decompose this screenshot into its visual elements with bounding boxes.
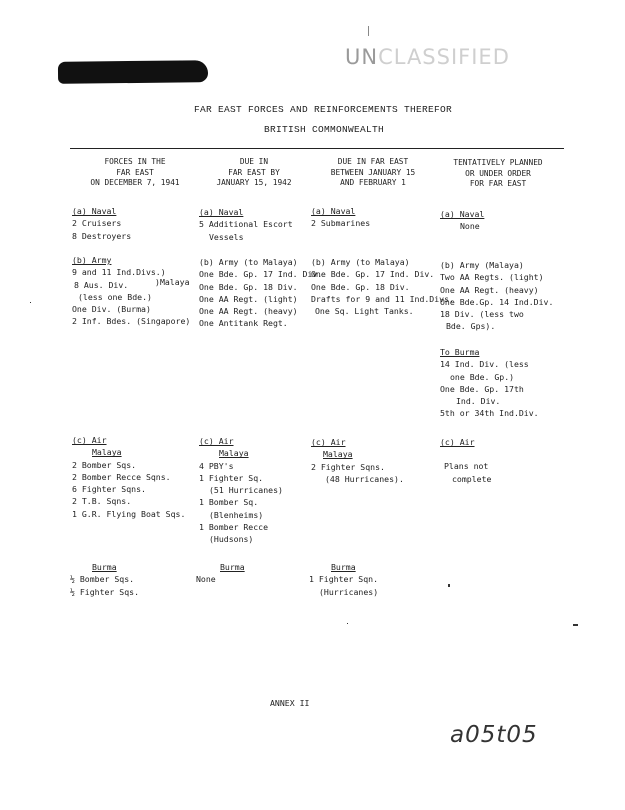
document-subtitle: BRITISH COMMONWEALTH (264, 124, 385, 135)
scan-speck (573, 624, 578, 626)
air-col2: (c) Air Malaya 4 PBY's 1 Fighter Sq. (51 Hurricanes) 1 Bomber Sq. (Blenheims) 1 Bomber Recce (Hudsons) (199, 436, 283, 545)
naval-col3: (a) Naval 2 Submarines (311, 206, 371, 229)
col-header-2: DUE IN FAR EAST BY JANUARY 15, 1942 (216, 157, 292, 187)
army-col4-burma: To Burma 14 Ind. Div. (less one Bde. Gp.) One Bde. Gp. 17th Ind. Div. 5th or 34th Ind.Div. (440, 347, 539, 419)
air-col1: (c) Air Malaya 2 Bomber Sqs. 2 Bomber Recce Sqns. 6 Fighter Sqns. 2 T.B. Sqns. 1 G.R. Flying Boat Sqs. (72, 435, 186, 519)
naval-col4: (a) Naval None (440, 209, 485, 232)
handwritten-number: a05t05 (450, 722, 538, 748)
air-col3: (c) Air Malaya 2 Fighter Sqns. (48 Hurricanes). (311, 437, 404, 484)
naval-col2: (a) Naval 5 Additional Escort Vessels (199, 207, 293, 242)
army-col1: (b) Army 9 and 11 Ind.Divs.) 8 Aus. Div. (less one Bde.) One Div. (Burma) 2 Inf. Bdes. (Singapore) (72, 255, 191, 327)
army-malaya-brace: )Malaya (155, 277, 190, 287)
burma-col2: Burma None (196, 562, 245, 585)
document-title: FAR EAST FORCES AND REINFORCEMENTS THEREFOR (194, 104, 453, 115)
army-col2: (b) Army (to Malaya) One Bde. Gp. 17 Ind. Div. One Bde. Gp. 18 Div. One AA Regt. (light) One AA Regt. (heavy) One Antitank Regt. (199, 257, 323, 329)
col-header-4: TENTATIVELY PLANNED OR UNDER ORDER FOR FAR EAST (453, 158, 543, 188)
redaction-bar (58, 60, 208, 84)
burma-col1: Burma ½ Bomber Sqs. ½ Fighter Sqs. (70, 562, 140, 597)
header-rule (70, 148, 564, 149)
naval-col1: (a) Naval 2 Cruisers 8 Destroyers (72, 206, 132, 241)
army-col4: (b) Army (Malaya) Two AA Regts. (light) One AA Regt. (heavy) One Bde.Gp. 14 Ind.Div. 18 Div. (less two Bde. Gps). (440, 260, 554, 332)
scan-speck (448, 584, 450, 587)
col-header-3: DUE IN FAR EAST BETWEEN JANUARY 15 AND FEBRUARY 1 (330, 157, 416, 187)
air-col4: (c) Air Plans not complete (440, 437, 492, 484)
scan-speck (30, 302, 31, 303)
scan-speck (347, 623, 348, 624)
classification-stamp: UNCLASSIFIED (345, 45, 510, 69)
burma-col3: Burma 1 Fighter Sqn. (Hurricanes) (309, 562, 379, 597)
pencil-mark (368, 26, 369, 36)
col-header-1: FORCES IN THE FAR EAST ON DECEMBER 7, 1941 (90, 157, 180, 187)
annex-label: ANNEX II (270, 698, 310, 708)
army-col3: (b) Army (to Malaya) One Bde. Gp. 17 Ind. Div. One Bde. Gp. 18 Div. Drafts for 9 and 11 Ind.Divs. One Sq. Light Tanks. (311, 257, 454, 317)
